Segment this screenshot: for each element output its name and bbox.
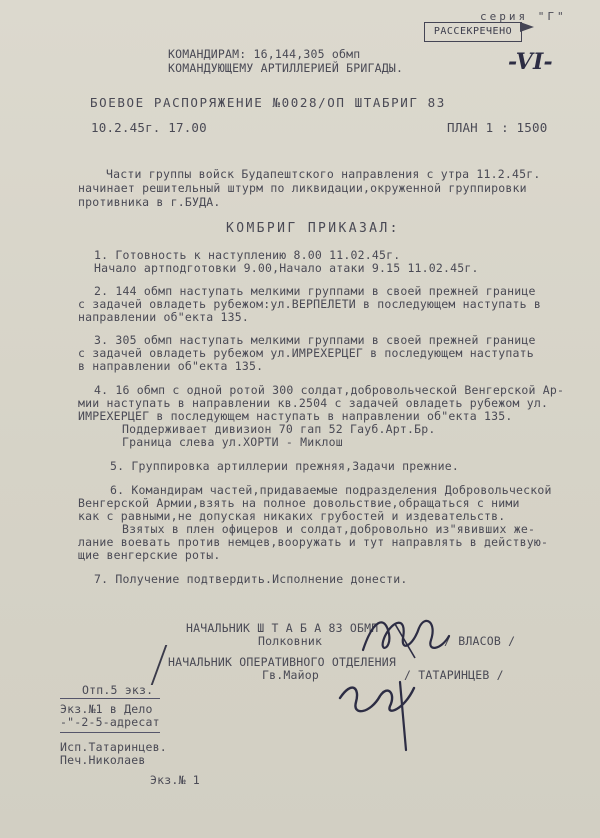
intro-line-1: Части группы войск Будапештского направления с утра 11.2.45г. [106,167,541,181]
distribution-line-1: Экз.№1 в Дело [60,702,153,716]
paragraph-6-line-1: 6. Командирам частей,придаваемые подразделения Добровольческой [110,483,552,497]
document-title: БОЕВОЕ РАСПОРЯЖЕНИЕ №0028/ОП ШТАБРИГ 83 [90,95,446,110]
paragraph-3-line-2: с задачей овладеть рубежом ул.ИМРЕХЕРЦЕГ в последующем наступать [78,346,534,360]
stamp-corner-icon [520,22,534,32]
paragraph-4-line-5: Граница слева ул.ХОРТИ - Миклош [122,435,343,449]
signature-2-rank: Гв.Майор [262,668,319,682]
paragraph-3-line-3: в направлении об"екта 135. [78,359,264,373]
paragraph-4-line-2: мии наступать в направлении кв.2504 с задачей овладеть рубежом ул. [78,396,549,410]
executor: Исп.Татаринцев. [60,740,167,754]
handwritten-signature-2 [330,658,430,758]
paragraph-4-line-3: ИМРЕХЕРЦЕГ в последующем наступать в направлении об"екта 135. [78,409,513,423]
map-reference: ПЛАН 1 : 1500 [447,120,548,135]
declassified-stamp: РАССЕКРЕЧЕНО [424,22,522,42]
paragraph-7: 7. Получение подтвердить.Исполнение донести. [94,572,408,586]
paragraph-6-line-3: как с равными,не допуская никаких грубостей и издевательств. [78,509,506,523]
handwritten-sheet-number: -VI- [508,49,553,75]
handwritten-signature-1 [355,606,455,662]
signature-1-rank: Полковник [258,634,323,648]
typist: Печ.Николаев [60,753,146,767]
signature-2-name: / ТАТАРИНЦЕВ / [404,668,504,682]
distribution-rule-top [60,698,160,699]
order-heading: КОМБРИГ ПРИКАЗАЛ: [226,221,400,236]
paragraph-5: 5. Группировка артиллерии прежняя,Задачи прежние. [110,459,460,473]
copy-number: Экз.№ 1 [150,773,200,787]
copies-count: Отп.5 экз. [82,683,154,697]
paragraph-4-line-1: 4. 16 обмп с одной ротой 300 солдат,добровольческой Венгерской Ар- [94,383,565,397]
paragraph-2-line-2: с задачей овладеть рубежом:ул.ВЕРПЕЛЕТИ в последующем наступать в [78,297,542,311]
signature-2-title: НАЧАЛЬНИК ОПЕРАТИВНОГО ОТДЕЛЕНИЯ [168,655,396,669]
signature-1-name: / ВЛАСОВ / [444,634,516,648]
distribution-rule-bottom [60,732,160,733]
signature-2-bracket [151,645,168,685]
paragraph-6-line-4: Взятых в плен офицеров и солдат,добровольно из"явивших же- [122,522,536,536]
paragraph-6-line-6: щие венгерские роты. [78,548,221,562]
signature-1-title: НАЧАЛЬНИК Ш Т А Б А 83 ОБМП [186,621,379,635]
date-time: 10.2.45г. 17.00 [91,120,207,135]
distribution-line-2: -"-2-5-адресат [60,715,160,729]
paragraph-1-line-1: 1. Готовность к наступлению 8.00 11.02.45г. [94,248,401,262]
paragraph-3-line-1: 3. 305 обмп наступать мелкими группами в своей прежней границе [94,333,536,347]
intro-line-3: противника в г.БУДА. [78,195,221,209]
paragraph-2-line-3: направлении об"екта 135. [78,310,249,324]
paragraph-2-line-1: 2. 144 обмп наступать мелкими группами в своей прежней границе [94,284,536,298]
intro-line-2: начинает решительный штурм по ликвидации,окруженной группировки [78,181,527,195]
addressee-line-2: КОМАНДУЮЩЕМУ АРТИЛЛЕРИЕЙ БРИГАДЫ. [168,61,404,75]
series-label: серия "Г" [480,10,567,23]
paragraph-6-line-5: лание воевать против немцев,вооружать и тут направлять в действую- [78,535,549,549]
paragraph-4-line-4: Поддерживает дивизион 70 гап 52 Гауб.Арт.Бр. [122,422,436,436]
paragraph-1-line-2: Начало артподготовки 9.00,Начало атаки 9.15 11.02.45г. [94,261,479,275]
paragraph-6-line-2: Венгерской Армии,взять на полное довольствие,обращаться с ними [78,496,520,510]
addressee-line-1: КОМАНДИРАМ: 16,144,305 обмп [168,47,361,61]
